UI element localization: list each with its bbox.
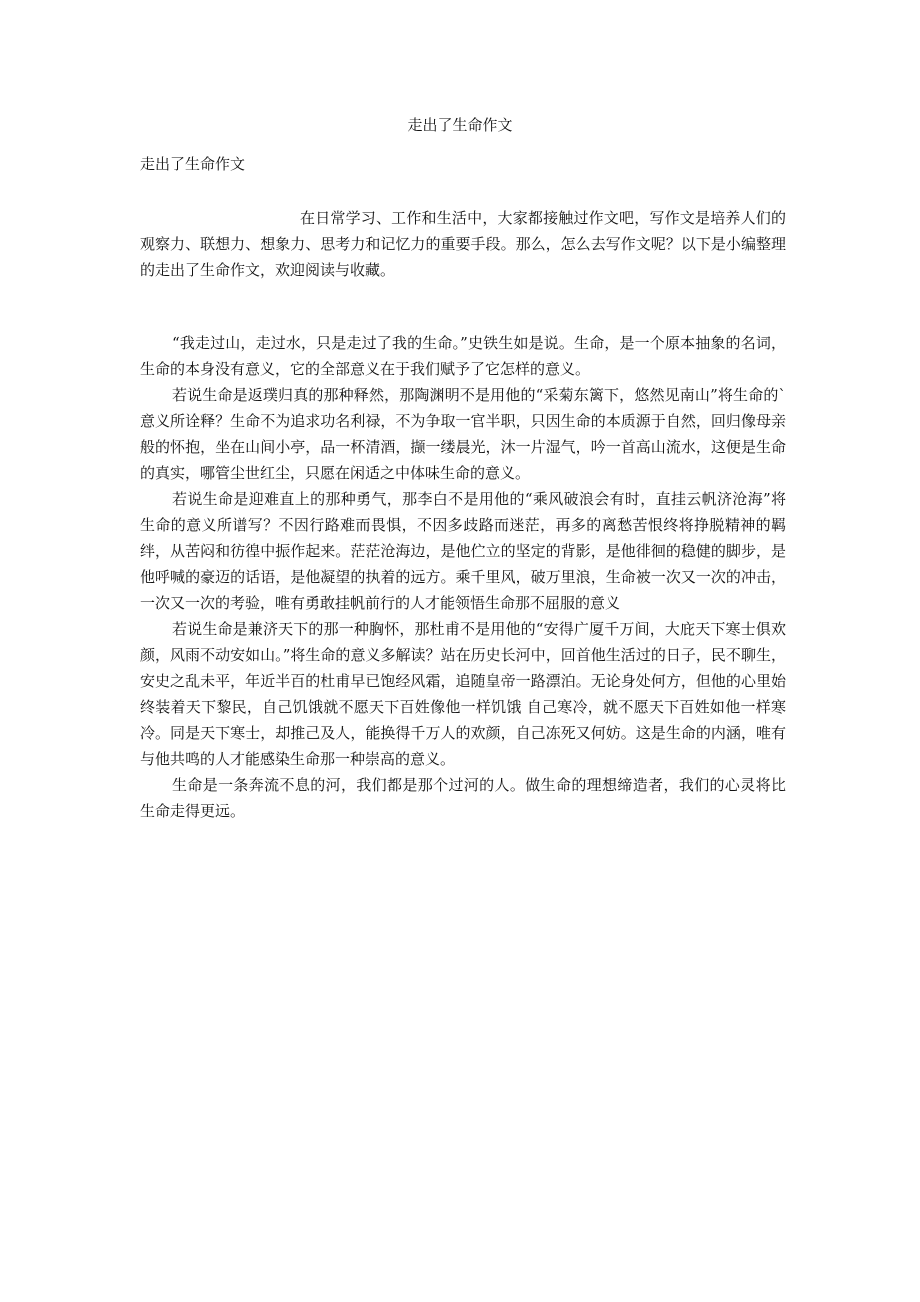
- essay-paragraph: 若说生命是返璞归真的那种释然，那陶渊明不是用他的“采菊东篱下，悠然见南山”将生命的`意义所诠释？生命不为追求功名利禄，不为争取一官半职，只因生命的本质源于自然，回归像母亲般的怀抱，坐在山间小亭，品一杯清酒，撷一缕晨光，沐一片湿气，吟一首高山流水，这便是生命的真实，哪管尘世红尘，只愿在闲适之中体味生命的意义。: [140, 386, 786, 482]
- document-title: 走出了生命作文: [407, 116, 513, 134]
- essay-paragraph: 生命是一条奔流不息的河，我们都是那个过河的人。做生命的理想缔造者，我们的心灵将比生命走得更远。: [140, 776, 786, 820]
- essay-paragraph: “我走过山，走过水，只是走过了我的生命。”史铁生如是说。生命，是一个原本抽象的名词，生命的本身没有意义，它的全部意义在于我们赋予了它怎样的意义。: [140, 334, 786, 378]
- essay-body: [140, 330, 786, 824]
- document-subtitle: 走出了生命作文: [140, 155, 246, 173]
- essay-paragraph: 若说生命是迎难直上的那种勇气，那李白不是用他的“乘风破浪会有时，直挂云帆济沧海”将生命的意义所谱写？不因行路难而畏惧，不因多歧路而迷茫，再多的离愁苦恨终将挣脱精神的羁绊，从苦闷和彷徨中振作起来。茫茫沧海边，是他伫立的坚定的背影，是他徘徊的稳健的脚步，是他呼喊的豪迈的话语，是他凝望的执着的远方。乘千里风，破万里浪，生命被一次又一次的冲击，一次又一次的考验，唯有勇敢挂帆前行的人才能领悟生命那不屈服的意义: [140, 490, 786, 612]
- intro-paragraph: 在日常学习、工作和生活中，大家都接触过作文吧，写作文是培养人们的观察力、联想力、想象力、思考力和记忆力的重要手段。那么，怎么去写作文呢？以下是小编整理的走出了生命作文，欢迎阅读与收藏。: [140, 209, 786, 279]
- essay-paragraph: 若说生命是兼济天下的那一种胸怀，那杜甫不是用他的“安得广厦千万间，大庇天下寒士俱欢颜，风雨不动安如山。”将生命的意义多解读？站在历史长河中，回首他生活过的日子，民不聊生，安史之乱未平，年近半百的杜甫早已饱经风霜，追随皇帝一路漂泊。无论身处何方，但他的心里始终装着天下黎民，自己饥饿就不愿天下百姓像他一样饥饿 自己寒冷，就不愿天下百姓如他一样寒冷。同是天下寒士，却推己及人，能换得千万人的欢颜，自己冻死又何妨。这是生命的内涵，唯有与他共鸣的人才能感染生命那一种崇高的意义。: [140, 620, 786, 768]
